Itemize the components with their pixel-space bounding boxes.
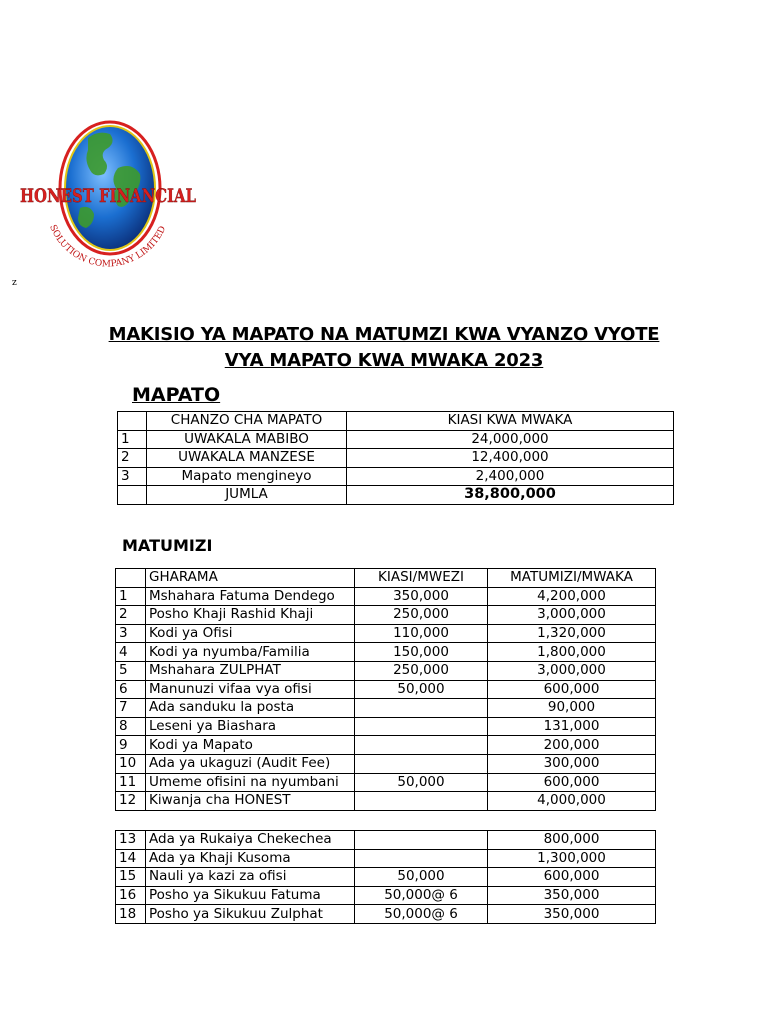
row-number: 8 <box>116 717 146 736</box>
amount-cell: 2,400,000 <box>347 467 674 486</box>
row-number: 11 <box>116 773 146 792</box>
table-row <box>116 754 656 773</box>
expense-name: Nauli ya kazi za ofisi <box>146 868 355 887</box>
header-cell: CHANZO CHA MAPATO <box>147 412 347 431</box>
monthly-amount <box>355 699 488 718</box>
monthly-amount <box>355 792 488 811</box>
table-row <box>118 467 674 486</box>
table-header-row <box>116 569 656 588</box>
table-header-row <box>118 412 674 431</box>
header-cell: KIASI KWA MWAKA <box>347 412 674 431</box>
expense-name: Kodi ya Mapato <box>146 736 355 755</box>
monthly-amount: 350,000 <box>355 587 488 606</box>
annual-amount: 600,000 <box>488 773 656 792</box>
annual-amount: 131,000 <box>488 717 656 736</box>
table-row <box>116 886 656 905</box>
mapato-table <box>117 411 674 505</box>
expense-name: Posho ya Sikukuu Zulphat <box>146 905 355 924</box>
table-row <box>116 680 656 699</box>
expense-name: Leseni ya Biashara <box>146 717 355 736</box>
table-row <box>116 905 656 924</box>
source-cell: Mapato mengineyo <box>147 467 347 486</box>
matumizi-table <box>115 568 656 811</box>
matumizi-table-continued <box>115 830 656 924</box>
annual-amount: 1,800,000 <box>488 643 656 662</box>
annual-amount: 1,300,000 <box>488 849 656 868</box>
expense-name: Ada ya Rukaiya Chekechea <box>146 831 355 850</box>
row-number: 10 <box>116 754 146 773</box>
annual-amount: 3,000,000 <box>488 606 656 625</box>
total-label: JUMLA <box>147 486 347 505</box>
expense-name: Kiwanja cha HONEST <box>146 792 355 811</box>
monthly-amount: 50,000@ 6 <box>355 886 488 905</box>
monthly-amount <box>355 849 488 868</box>
table-row <box>116 736 656 755</box>
table-row <box>116 661 656 680</box>
table-row <box>118 449 674 468</box>
company-logo <box>18 108 198 290</box>
row-number: 2 <box>116 606 146 625</box>
monthly-amount: 50,000 <box>355 680 488 699</box>
annual-amount: 350,000 <box>488 905 656 924</box>
annual-amount: 350,000 <box>488 886 656 905</box>
annual-amount: 200,000 <box>488 736 656 755</box>
annual-amount: 600,000 <box>488 868 656 887</box>
row-number: 1 <box>118 430 147 449</box>
monthly-amount <box>355 831 488 850</box>
annual-amount: 600,000 <box>488 680 656 699</box>
monthly-amount: 110,000 <box>355 624 488 643</box>
source-cell: UWAKALA MABIBO <box>147 430 347 449</box>
row-number: 2 <box>118 449 147 468</box>
row-number: 15 <box>116 868 146 887</box>
header-cell: GHARAMA <box>146 569 355 588</box>
expense-name: Posho ya Sikukuu Fatuma <box>146 886 355 905</box>
expense-name: Kodi ya Ofisi <box>146 624 355 643</box>
table-row <box>116 773 656 792</box>
row-number: 14 <box>116 849 146 868</box>
monthly-amount <box>355 717 488 736</box>
annual-amount: 4,000,000 <box>488 792 656 811</box>
annual-amount: 3,000,000 <box>488 661 656 680</box>
title-line1: MAKISIO YA MAPATO NA MATUMZI KWA VYANZO VYOTE <box>108 324 660 345</box>
annual-amount: 4,200,000 <box>488 587 656 606</box>
logo-line2: SOLUTION COMPANY LIMITED <box>47 223 169 270</box>
table-row <box>116 849 656 868</box>
stray-mark: z <box>12 278 17 288</box>
monthly-amount <box>355 736 488 755</box>
expense-name: Ada ya ukaguzi (Audit Fee) <box>146 754 355 773</box>
annual-amount: 800,000 <box>488 831 656 850</box>
monthly-amount: 50,000 <box>355 868 488 887</box>
expense-name: Mshahara Fatuma Dendego <box>146 587 355 606</box>
matumizi-rows <box>116 587 656 810</box>
header-cell <box>116 569 146 588</box>
row-number: 9 <box>116 736 146 755</box>
source-cell: UWAKALA MANZESE <box>147 449 347 468</box>
table-row <box>116 717 656 736</box>
monthly-amount: 250,000 <box>355 606 488 625</box>
logo-line1: HONEST FINANCIAL <box>20 185 196 207</box>
row-number: 6 <box>116 680 146 699</box>
expense-name: Manunuzi vifaa vya ofisi <box>146 680 355 699</box>
expense-name: Posho Khaji Rashid Khaji <box>146 606 355 625</box>
monthly-amount: 50,000@ 6 <box>355 905 488 924</box>
expense-name: Ada ya Khaji Kusoma <box>146 849 355 868</box>
annual-amount: 300,000 <box>488 754 656 773</box>
expense-name: Kodi ya nyumba/Familia <box>146 643 355 662</box>
row-number: 1 <box>116 587 146 606</box>
row-number: 7 <box>116 699 146 718</box>
expense-name: Ada sanduku la posta <box>146 699 355 718</box>
table-row <box>116 868 656 887</box>
expense-name: Umeme ofisini na nyumbani <box>146 773 355 792</box>
table-row <box>116 624 656 643</box>
header-cell: MATUMIZI/MWAKA <box>488 569 656 588</box>
annual-amount: 90,000 <box>488 699 656 718</box>
row-number: 3 <box>118 467 147 486</box>
table-row <box>118 430 674 449</box>
annual-amount: 1,320,000 <box>488 624 656 643</box>
row-number <box>118 486 147 505</box>
page-title <box>0 322 768 374</box>
matumizi-rows-continued <box>116 831 656 924</box>
monthly-amount: 50,000 <box>355 773 488 792</box>
amount-cell: 12,400,000 <box>347 449 674 468</box>
header-cell: KIASI/MWEZI <box>355 569 488 588</box>
monthly-amount <box>355 754 488 773</box>
table-row <box>116 831 656 850</box>
monthly-amount: 150,000 <box>355 643 488 662</box>
table-row <box>116 699 656 718</box>
row-number: 13 <box>116 831 146 850</box>
monthly-amount: 250,000 <box>355 661 488 680</box>
row-number: 5 <box>116 661 146 680</box>
row-number: 16 <box>116 886 146 905</box>
amount-cell: 24,000,000 <box>347 430 674 449</box>
row-number: 18 <box>116 905 146 924</box>
expense-name: Mshahara ZULPHAT <box>146 661 355 680</box>
row-number: 4 <box>116 643 146 662</box>
mapato-heading: MAPATO <box>132 384 221 406</box>
row-number: 12 <box>116 792 146 811</box>
table-row <box>116 643 656 662</box>
table-row <box>116 606 656 625</box>
header-cell <box>118 412 147 431</box>
table-row <box>116 792 656 811</box>
total-row <box>118 486 674 505</box>
total-value: 38,800,000 <box>347 486 674 505</box>
matumizi-heading: MATUMIZI <box>122 536 213 555</box>
table-row <box>116 587 656 606</box>
row-number: 3 <box>116 624 146 643</box>
title-line2: VYA MAPATO KWA MWAKA 2023 <box>224 350 544 371</box>
